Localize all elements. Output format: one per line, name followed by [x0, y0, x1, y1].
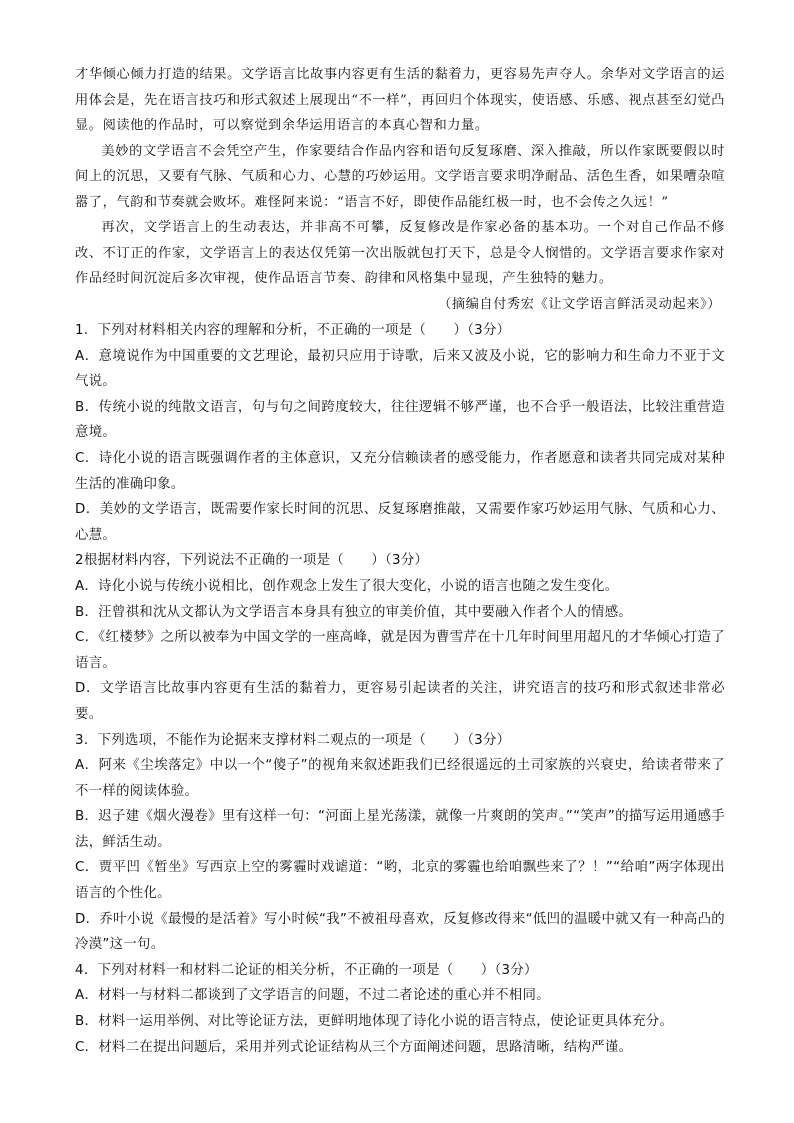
option-c: C．《红楼梦》之所以被奉为中国文学的一座高峰，就是因为曹雪芹在十几年时间里用超凡的才华倾心打造了语言。: [75, 630, 725, 671]
option-b: B．材料一运用举例、对比等论证方法，更鲜明地体现了诗化小说的语言特点，使论证更具体充分。: [75, 1014, 674, 1030]
question-list: [75, 318, 725, 1060]
question-stem: 3．下列选项，不能作为论据来支撑材料二观点的一项是（ ）（3分）: [75, 732, 511, 748]
question-2: [75, 548, 725, 727]
option-c: C．材料二在提出问题后，采用并列式论证结构从三个方面阐述问题，思路清晰，结构严谨。: [75, 1039, 633, 1055]
option-a: A．材料一与材料二都谈到了文学语言的问题，不过二者论述的重心并不相同。: [75, 988, 550, 1004]
question-4: [75, 958, 725, 1060]
option-d: D．乔叶小说《最慢的是活着》写小时候“我”不被祖母喜欢，反复修改得来“低凹的温暖中就又有一种高凸的冷漠”这一句。: [75, 911, 725, 953]
passage-paragraph-3: 再次，文学语言上的生动表达，并非高不可攀，反复修改是作家必备的基本功。一个对自己作品不修改、不订正的作家，文学语言上的表达仅凭第一次出版就包打天下，总是令人悯惜的。文学语言要求作家对作品经时间沉淀后多次审视，使作品语言节奏、韵律和风格集中显现，产生独特的魅力。: [75, 220, 725, 286]
reading-passage: [75, 62, 725, 317]
question-stem: 4．下列对材料一和材料二论证的相关分析，不正确的一项是（ ）（3分）: [75, 962, 538, 978]
option-b: B．汪曾祺和沈从文都认为文学语言本身具有独立的审美价值，其中要融入作者个人的情感。: [75, 604, 633, 620]
exam-page: [75, 62, 725, 1060]
question-stem: 2根据材料内容，下列说法不正确的一项是（ ）（3分）: [75, 553, 429, 569]
option-c: C．诗化小说的语言既强调作者的主体意识，又充分信赖读者的感受能力，作者愿意和读者共同完成对某种生活的准确印象。: [75, 450, 725, 492]
passage-paragraph-2: 美妙的文学语言不会凭空产生，作家要结合作品内容和语句反复琢磨、深入推敲，所以作家既要假以时间上的沉思，又要有气脉、气质和心力、心慧的巧妙运用。文学语言要求明净耐品、活色生香，如果嘈杂喧嚣了，气韵和节奏就会败坏。难怪阿来说：“语言不好，即使作品能红极一时，也不会传之久远！”: [75, 143, 725, 210]
option-a: A．意境说作为中国重要的文艺理论，最初只应用于诗歌，后来又波及小说，它的影响力和生命力不亚于文气说。: [75, 348, 725, 390]
option-a: A．阿来《尘埃落定》中以一个“傻子”的视角来叙述距我们已经很遥远的土司家族的兴衰史，给读者带来了不一样的阅读体验。: [75, 758, 725, 799]
option-d: D．美妙的文学语言，既需要作家长时间的沉思、反复琢磨推敲，又需要作家巧妙运用气脉、气质和心力、心慧。: [75, 502, 725, 543]
option-b: B．传统小说的纯散文语言，句与句之间跨度较大，往往逻辑不够严谨，也不合乎一般语法，比较注重营造意境。: [75, 399, 725, 441]
question-3: [75, 728, 725, 958]
option-c: C．贾平凹《暂坐》写西京上空的雾霾时戏谑道：“哟，北京的雾霾也给咱飘些来了？！”“给咱”两字体现出语言的个性化。: [75, 860, 725, 902]
passage-paragraph-1: 才华倾心倾力打造的结果。文学语言比故事内容更有生活的黏着力，更容易先声夺人。余华对文学语言的运用体会是，先在语言技巧和形式叙述上展现出“不一样”，再回归个体现实，使语感、乐感、视点甚至幻觉凸显。阅读他的作品时，可以察觉到余华运用语言的本真心智和力量。: [75, 67, 725, 133]
option-d: D．文学语言比故事内容更有生活的黏着力，更容易引起读者的关注，讲究语言的技巧和形式叙述非常必要。: [75, 681, 725, 722]
passage-source: （摘编自付秀宏《让文学语言鲜活灵动起来》）: [438, 296, 721, 312]
question-1: [75, 318, 725, 548]
option-a: A．诗化小说与传统小说相比，创作观念上发生了很大变化，小说的语言也随之发生变化。: [75, 578, 619, 594]
option-b: B．迟子建《烟火漫卷》里有这样一句：“河面上星光荡漾，就像一片爽朗的笑声。”“笑声”的描写运用通感手法，鲜活生动。: [75, 809, 725, 850]
question-stem: 1．下列对材料相关内容的理解和分析，不正确的一项是（ ）（3分）: [75, 323, 511, 338]
